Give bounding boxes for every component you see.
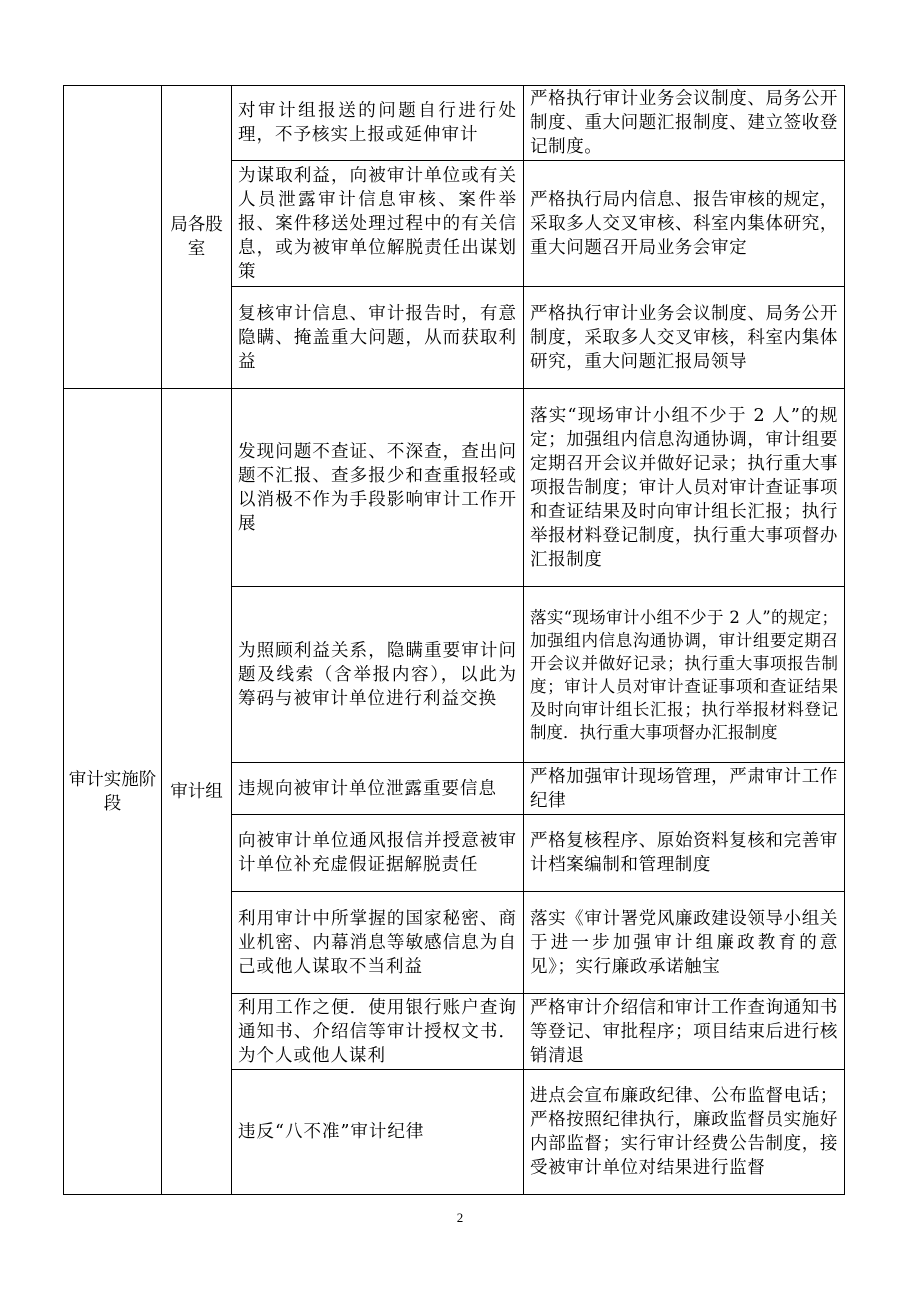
risk-cell: 违规向被审计单位泄露重要信息 [232,763,524,815]
measure-cell: 落实“现场审计小组不少于 2 人”的规定；加强组内信息沟通协调，审计组要定期召开会议并做好记录；执行重大事项报告制度；审计人员对审计查证事项和查证结果及时向审计组长汇报；执行举报材料登记制度，执行重大事项督办汇报制度 [524,389,845,587]
risk-cell: 发现问题不查证、不深查，查出问题不汇报、查多报少和查重报轻或以消极不作为手段影响审计工作开展 [232,389,524,587]
measure-cell: 严格审计介绍信和审计工作查询通知书等登记、审批程序；项目结束后进行核销清退 [524,994,845,1070]
dept-cell: 局各股室 [162,86,232,389]
stage-cell: 审计实施阶段 [64,389,162,1195]
risk-cell: 为谋取利益，向被审计单位或有关人员泄露审计信息审核、案件举报、案件移送处理过程中的有关信息，或为被审单位解脱责任出谋划策 [232,161,524,287]
measure-cell: 落实《审计署党风廉政建设领导小组关于进一步加强审计组廉政教育的意见》；实行廉政承诺触宝 [524,892,845,994]
measure-cell: 严格加强审计现场管理，严肃审计工作纪律 [524,763,845,815]
table-row [64,389,845,587]
measure-cell: 严格执行局内信息、报告审核的规定，采取多人交叉审核、科室内集体研究，重大问题召开局业务会审定 [524,161,845,287]
stage-cell-empty [64,86,162,389]
measure-cell: 严格复核程序、原始资料复核和完善审计档案编制和管理制度 [524,815,845,892]
table-row [64,86,845,161]
risk-cell: 违反“八不准”审计纪律 [232,1070,524,1195]
page-number: 2 [456,1210,464,1225]
measure-cell: 进点会宣布廉政纪律、公布监督电话；严格按照纪律执行，廉政监督员实施好内部监督；实行审计经费公告制度，接受被审计单位对结果进行监督 [524,1070,845,1195]
audit-risk-table [63,85,845,1195]
risk-cell: 复核审计信息、审计报告时，有意隐瞒、掩盖重大问题，从而获取利益 [232,287,524,389]
measure-cell: 严格执行审计业务会议制度、局务公开制度，采取多人交叉审核，科室内集体研究，重大问题汇报局领导 [524,287,845,389]
risk-cell: 对审计组报送的问题自行进行处理，不予核实上报或延伸审计 [232,86,524,161]
risk-cell: 向被审计单位通风报信并授意被审计单位补充虚假证据解脱责任 [232,815,524,892]
dept-cell: 审计组 [162,389,232,1195]
measure-cell: 落实“现场审计小组不少于 2 人”的规定；加强组内信息沟通协调，审计组要定期召开会议并做好记录；执行重大事项报告制度；审计人员对审计查证事项和查证结果及时向审计组长汇报；执行举报材料登记制度．执行重大事项督办汇报制度 [524,587,845,763]
risk-cell: 利用审计中所掌握的国家秘密、商业机密、内幕消息等敏感信息为自己或他人谋取不当利益 [232,892,524,994]
risk-cell: 利用工作之便．使用银行账户查询通知书、介绍信等审计授权文书．为个人或他人谋利 [232,994,524,1070]
risk-cell: 为照顾利益关系，隐瞒重要审计问题及线索（含举报内容），以此为筹码与被审计单位进行利益交换 [232,587,524,763]
measure-cell: 严格执行审计业务会议制度、局务公开制度、重大问题汇报制度、建立签收登记制度。 [524,86,845,161]
